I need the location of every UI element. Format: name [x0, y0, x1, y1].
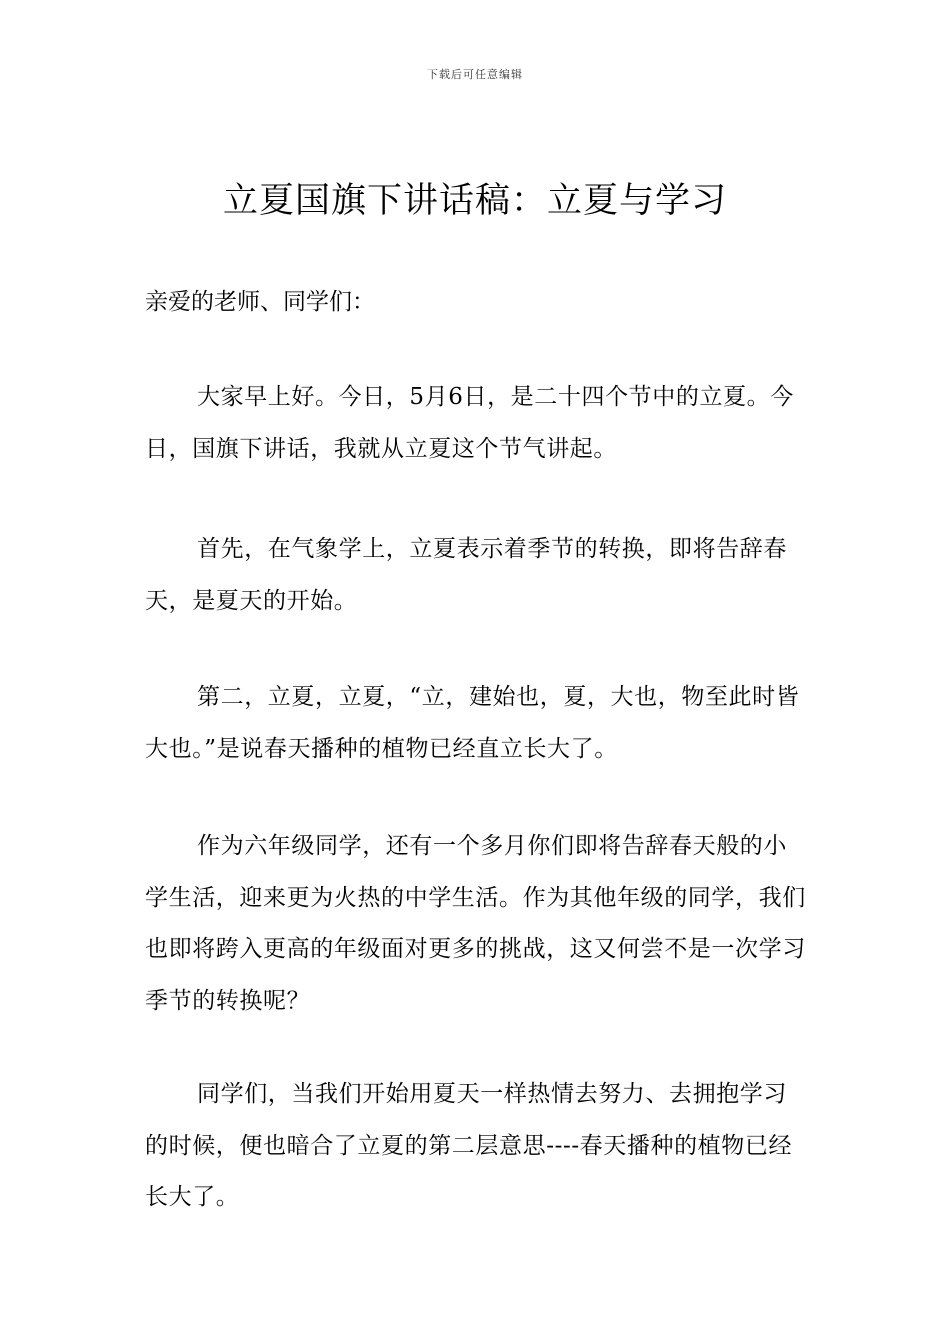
salutation: 亲爱的老师、同学们：: [145, 289, 375, 315]
page-header-note: 下载后可任意编辑: [427, 68, 523, 81]
paragraph-1: 大家早上好。今日，5月6日，是二十四个节中的立夏。今日，国旗下讲话，我就从立夏这个节气讲起。: [145, 384, 794, 462]
document-title: 立夏国旗下讲话稿：立夏与学习: [222, 181, 727, 221]
paragraph-5: 同学们，当我们开始用夏天一样热情去努力、去拥抱学习的时候，便也暗合了立夏的第二层意思----春天播种的植物已经长大了。: [145, 1081, 793, 1210]
paragraph-3: 第二，立夏，立夏，“立，建始也，夏，大也，物至此时皆大也。”是说春天播种的植物已经直立长大了。: [145, 684, 800, 762]
paragraph-2: 首先，在气象学上，立夏表示着季节的转换，即将告辞春天，是夏天的开始。: [145, 536, 787, 614]
paragraph-4: 作为六年级同学，还有一个多月你们即将告辞春天般的小学生活，迎来更为火热的中学生活。作为其他年级的同学，我们也即将跨入更高的年级面对更多的挑战，这又何尝不是一次学习季节的转换呢？: [145, 833, 806, 1014]
